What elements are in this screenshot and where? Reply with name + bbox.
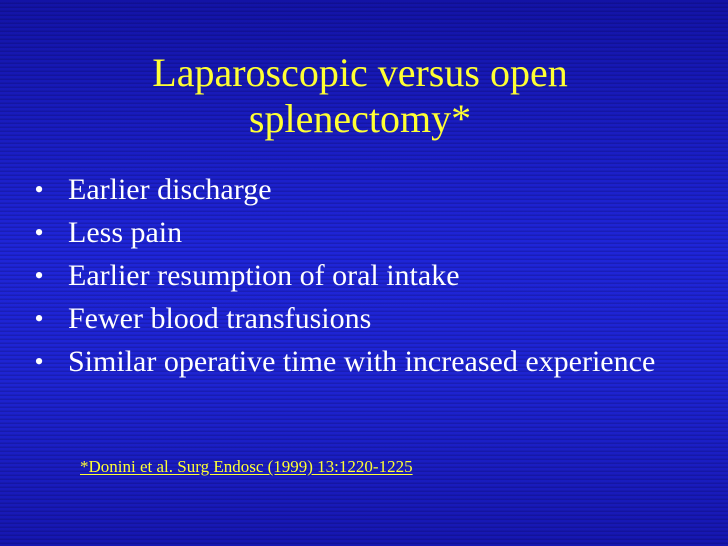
bullet-item-earlier-discharge [22,168,702,211]
slide-title: Laparoscopic versus open splenectomy* [152,50,568,141]
bullet-text: Similar operative time with increased experience [68,345,656,378]
bullet-item-operative-time [22,340,702,383]
bullet-list [22,168,702,383]
bullet-icon: • [34,175,44,204]
bullet-item-less-pain [22,211,702,254]
bullet-icon: • [34,261,44,290]
bullet-text: Earlier resumption of oral intake [68,259,460,292]
bullet-icon: • [34,304,44,333]
bullet-icon: • [34,218,44,247]
bullet-icon: • [34,347,44,376]
bullet-text: Less pain [68,216,183,249]
bullet-text: Earlier discharge [68,173,272,206]
citation-footnote[interactable]: *Donini et al. Surg Endosc (1999) 13:1220-1225 [80,457,413,476]
bullet-item-oral-intake [22,254,702,297]
bullet-item-blood-transfusions [22,297,702,340]
bullet-text: Fewer blood transfusions [68,302,372,335]
